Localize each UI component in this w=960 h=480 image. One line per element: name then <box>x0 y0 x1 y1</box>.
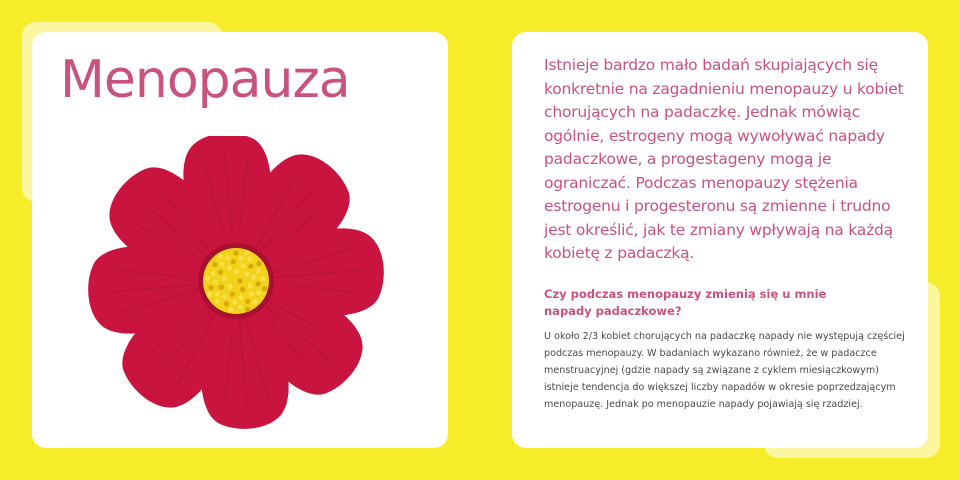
flower-stamen <box>249 291 254 296</box>
flower-stamen <box>208 285 213 290</box>
question-heading: Czy podczas menopauzy zmienią się u mnie napady padaczkowe? <box>544 287 827 318</box>
flower-stamen <box>234 251 239 256</box>
flower-stamen <box>240 263 245 268</box>
flower-stamen <box>215 299 220 304</box>
flower-stamen <box>248 256 253 261</box>
flower-stamen <box>245 299 250 304</box>
flower-stamen <box>256 290 261 295</box>
flower-stamen <box>215 291 220 296</box>
flower-stamen <box>261 276 266 281</box>
flower-stamen <box>213 279 218 284</box>
page-title: Menopauza <box>60 50 350 110</box>
flower-stamen <box>212 262 217 267</box>
answer-paragraph: U około 2/3 kobiet chorujących na padaczkę napady nie występują częściej podczas menopauzy. W badaniach wykazano również, że w padaczce menstruacyjnej (gdzie napady są związane z cyklem miesiączkowym) istnieje tendencja do większej liczby napadów w okresie poprzedzającym menopauzę. Jednak po menopauzie napady pojawiają się rzadziej. <box>544 331 905 410</box>
flower-stamen <box>239 295 244 300</box>
flower-stamen <box>244 250 249 255</box>
flower-stamen <box>248 284 253 289</box>
flower-stamen <box>207 292 212 297</box>
flower-stamen <box>211 271 216 276</box>
flower-stamen <box>224 301 229 306</box>
intro-paragraph: Istnieje bardzo mało badań skupiających się konkretnie na zagadnieniu menopauzy u kobiet chorujących na padaczkę. Jednak mówiąc ogólnie, estrogeny mogą wywoływać napady padaczkowe, a progestageny mogą je ograniczać. Podczas menopauzy stężenia estrogenu i progesteronu są zmienne i trudno jest określić, jak te zmiany wpływają na każdą kobietę z padaczką. <box>544 56 904 262</box>
flower-stamen <box>239 256 244 261</box>
flower-stamen <box>228 307 233 312</box>
flower-stamen <box>228 284 233 289</box>
flower-stamen <box>244 272 249 277</box>
flower-stamen <box>248 264 253 269</box>
flower-stamen <box>234 269 239 274</box>
flower-stamen <box>230 292 235 297</box>
left-panel <box>32 32 448 448</box>
flower-stamen <box>255 281 260 286</box>
flower-stamen <box>231 259 236 264</box>
flower-stamen <box>251 275 256 280</box>
flower-stamen <box>252 299 257 304</box>
flower-image <box>76 136 416 436</box>
flower-stamen <box>222 276 227 281</box>
flower-stamen <box>219 285 224 290</box>
flower-stamen <box>223 294 228 299</box>
flower-stamen <box>232 300 237 305</box>
flower-stamen <box>256 268 261 273</box>
flower-stamen <box>205 276 210 281</box>
flower-stamen <box>218 253 223 258</box>
flower-stamen <box>262 286 267 291</box>
flower-stamen <box>219 262 224 267</box>
flower-stamen <box>245 307 250 312</box>
flower-stamen <box>237 278 242 283</box>
flower-stamen <box>218 270 223 275</box>
flower-stamen <box>256 261 261 266</box>
right-panel <box>512 32 928 448</box>
flower-stamen <box>238 305 243 310</box>
flower-stamen <box>240 287 245 292</box>
flower-stamen <box>225 255 230 260</box>
flower-stamen <box>227 266 232 271</box>
